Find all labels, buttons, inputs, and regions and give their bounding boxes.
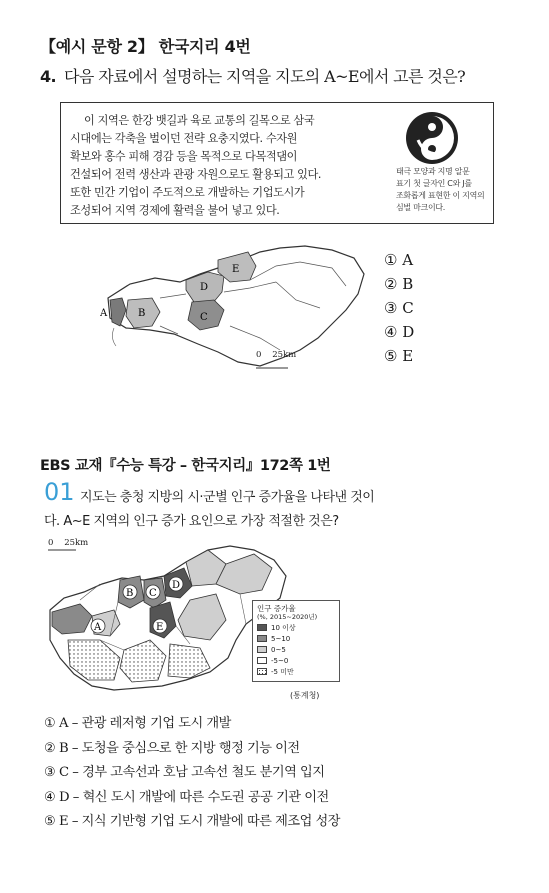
option[interactable]: ② B (384, 275, 414, 293)
legend-subtitle: (%, 2015~2020년) (257, 613, 318, 621)
legend-title: 인구 증가율 (257, 604, 296, 613)
passage-line: 건설되어 전력 생산과 관광 자원으로도 활용되고 있다. (70, 168, 322, 181)
map-scale: 0 25km (48, 538, 89, 548)
map-legend (252, 600, 340, 682)
option[interactable]: ③ C (384, 299, 414, 317)
options-list (44, 712, 340, 835)
section1-title: 【예시 문항 2】 한국지리 4번 (40, 37, 251, 56)
options-list (384, 248, 414, 368)
legend-item: 10 이상 (257, 623, 296, 632)
map-label: C (200, 312, 208, 323)
passage-text (70, 112, 375, 220)
option[interactable]: ④ D – 혁신 도시 개발에 따른 수도권 공공 기관 이전 (44, 789, 329, 805)
question-text: 다음 자료에서 설명하는 지역을 지도의 A~E에서 고른 것은? (64, 67, 466, 86)
map-label: D (172, 580, 181, 591)
source-label: (통계청) (290, 691, 320, 700)
map-label: C (149, 588, 157, 599)
map-label: B (126, 588, 134, 599)
option[interactable]: ⑤ E (384, 347, 414, 365)
passage-line: 조성되어 지역 경제에 활력을 불어 넣고 있다. (70, 204, 280, 217)
question-number: 4. (40, 67, 57, 86)
legend-item: 5~10 (257, 634, 290, 643)
city-symbol-logo (404, 110, 460, 166)
option[interactable]: ① A (384, 251, 414, 269)
logo-caption: 태극 모양과 지명 알문 표기 첫 글자인 C와 J를 조화롭게 표현한 이 지역의 심벌 마크이다. (396, 167, 485, 212)
map-label: A (94, 622, 102, 633)
option[interactable]: ⑤ E – 지식 기반형 기업 도시 개발에 따른 제조업 성장 (44, 814, 341, 829)
map-label: A (100, 308, 108, 319)
question-text-line1: 지도는 충청 지방의 시·군별 인구 증가율을 나타낸 것이 (80, 490, 375, 505)
legend-item: -5~0 (257, 656, 288, 665)
question-text-line2: 다. A~E 지역의 인구 증가 요인으로 가장 적절한 것은? (44, 514, 339, 529)
option[interactable]: ③ C – 경부 고속선과 호남 고속선 철도 분기역 입지 (44, 765, 325, 780)
option[interactable]: ① A – 관광 레저형 기업 도시 개발 (44, 716, 231, 731)
map-label: E (156, 622, 164, 633)
option[interactable]: ④ D (384, 323, 415, 341)
map-label: D (200, 282, 209, 293)
passage-line: 시대에는 각축을 벌이던 전략 요충지였다. 수자원 (70, 132, 298, 145)
map-scale: 0 25km (256, 350, 297, 360)
passage-line: 또한 민간 기업이 주도적으로 개발하는 기업도시가 (70, 186, 305, 199)
question-4 (40, 64, 465, 87)
question-number: 01 (44, 478, 75, 506)
passage-line: 이 지역은 한강 뱃길과 육로 교통의 길목으로 삼국 (84, 114, 315, 127)
map-label: B (138, 308, 146, 319)
map-label: E (232, 264, 240, 275)
option[interactable]: ② B – 도청을 중심으로 한 지방 행정 기능 이전 (44, 740, 300, 756)
section2-title: EBS 교재『수능 특강 – 한국지리』172쪽 1번 (40, 458, 331, 474)
map-gangwon (100, 238, 370, 373)
legend-item: -5 미만 (257, 667, 294, 676)
legend-item: 0~5 (257, 645, 286, 654)
passage-line: 확보와 홍수 피해 경감 등을 목적으로 다목적댐이 (70, 150, 298, 163)
